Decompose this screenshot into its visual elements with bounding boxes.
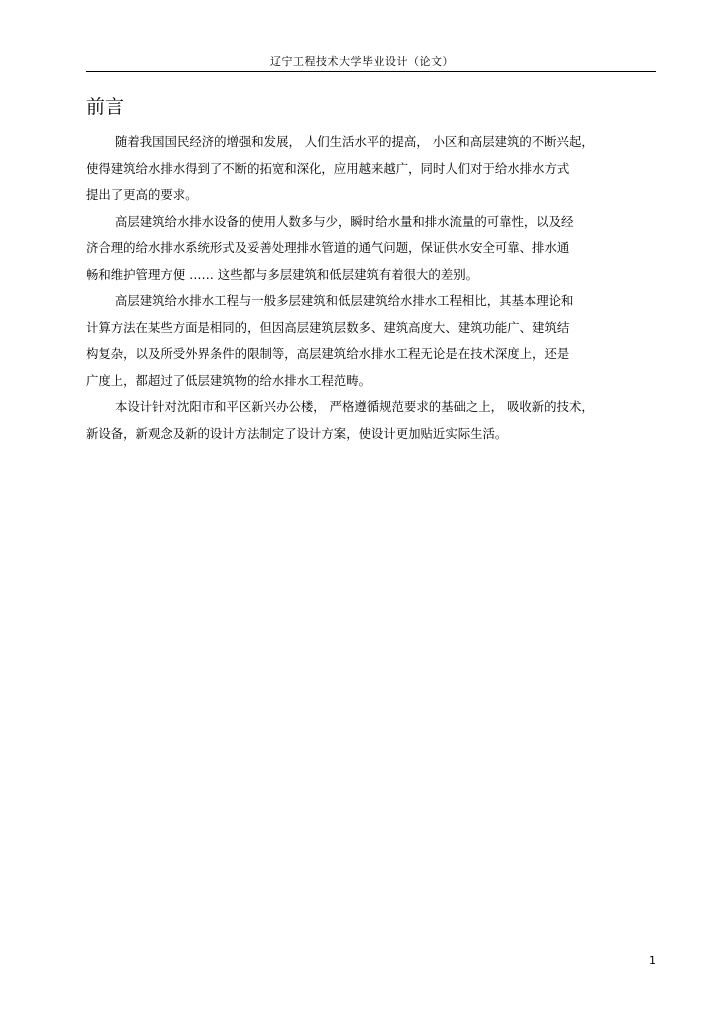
header-divider [86, 71, 656, 72]
paragraph-line: 高层建筑给水排水工程与一般多层建筑和低层建筑给水排水工程相比，其基本理论和 [115, 293, 574, 308]
paragraph-line: 新设备，新观念及新的设计方法制定了设计方案，使设计更加贴近实际生活。 [86, 425, 508, 441]
paragraph-line: 本设计针对沈阳市和平区新兴办公楼， 严格遵循规范要求的基础之上， 吸收新的技术， [115, 399, 594, 414]
page-number: 1 [649, 954, 656, 967]
paragraph-line: 构复杂，以及所受外界条件的限制等，高层建筑给水排水工程无论是在技术深度上，还是 [86, 346, 570, 361]
paragraph-line: 广度上，都超过了低层建筑物的给水排水工程范畴。 [86, 372, 371, 388]
paragraph-1 [86, 129, 656, 209]
paragraph-line: 计算方法在某些方面是相同的，但因高层建筑层数多、建筑高度大、建筑功能广、建筑结 [86, 319, 570, 335]
paragraph-line: 畅和维护管理方便 …… 这些都与多层建筑和低层建筑有着很大的差别。 [86, 266, 478, 282]
body-text [86, 129, 656, 447]
paragraph-2 [86, 209, 656, 289]
paragraph-line: 济合理的给水排水系统形式及妥善处理排水管道的通气问题，保证供水安全可靠、排水通 [86, 240, 570, 255]
header-title: 辽宁工程技术大学毕业设计（论文） [270, 55, 454, 68]
paragraph-line: 随着我国国民经济的增强和发展， 人们生活水平的提高， 小区和高层建筑的不断兴起， [115, 134, 594, 149]
paragraph-3 [86, 288, 656, 394]
paragraph-line: 提出了更高的要求。 [86, 187, 198, 202]
paragraph-line: 高层建筑给水排水设备的使用人数多与少，瞬时给水量和排水流量的可靠性，以及经 [115, 213, 574, 229]
paragraph-line: 使得建筑给水排水得到了不断的拓宽和深化，应用越来越广，同时人们对于给水排水方式 [86, 160, 570, 176]
section-heading: 前言 [86, 96, 125, 118]
paragraph-4 [86, 394, 656, 447]
